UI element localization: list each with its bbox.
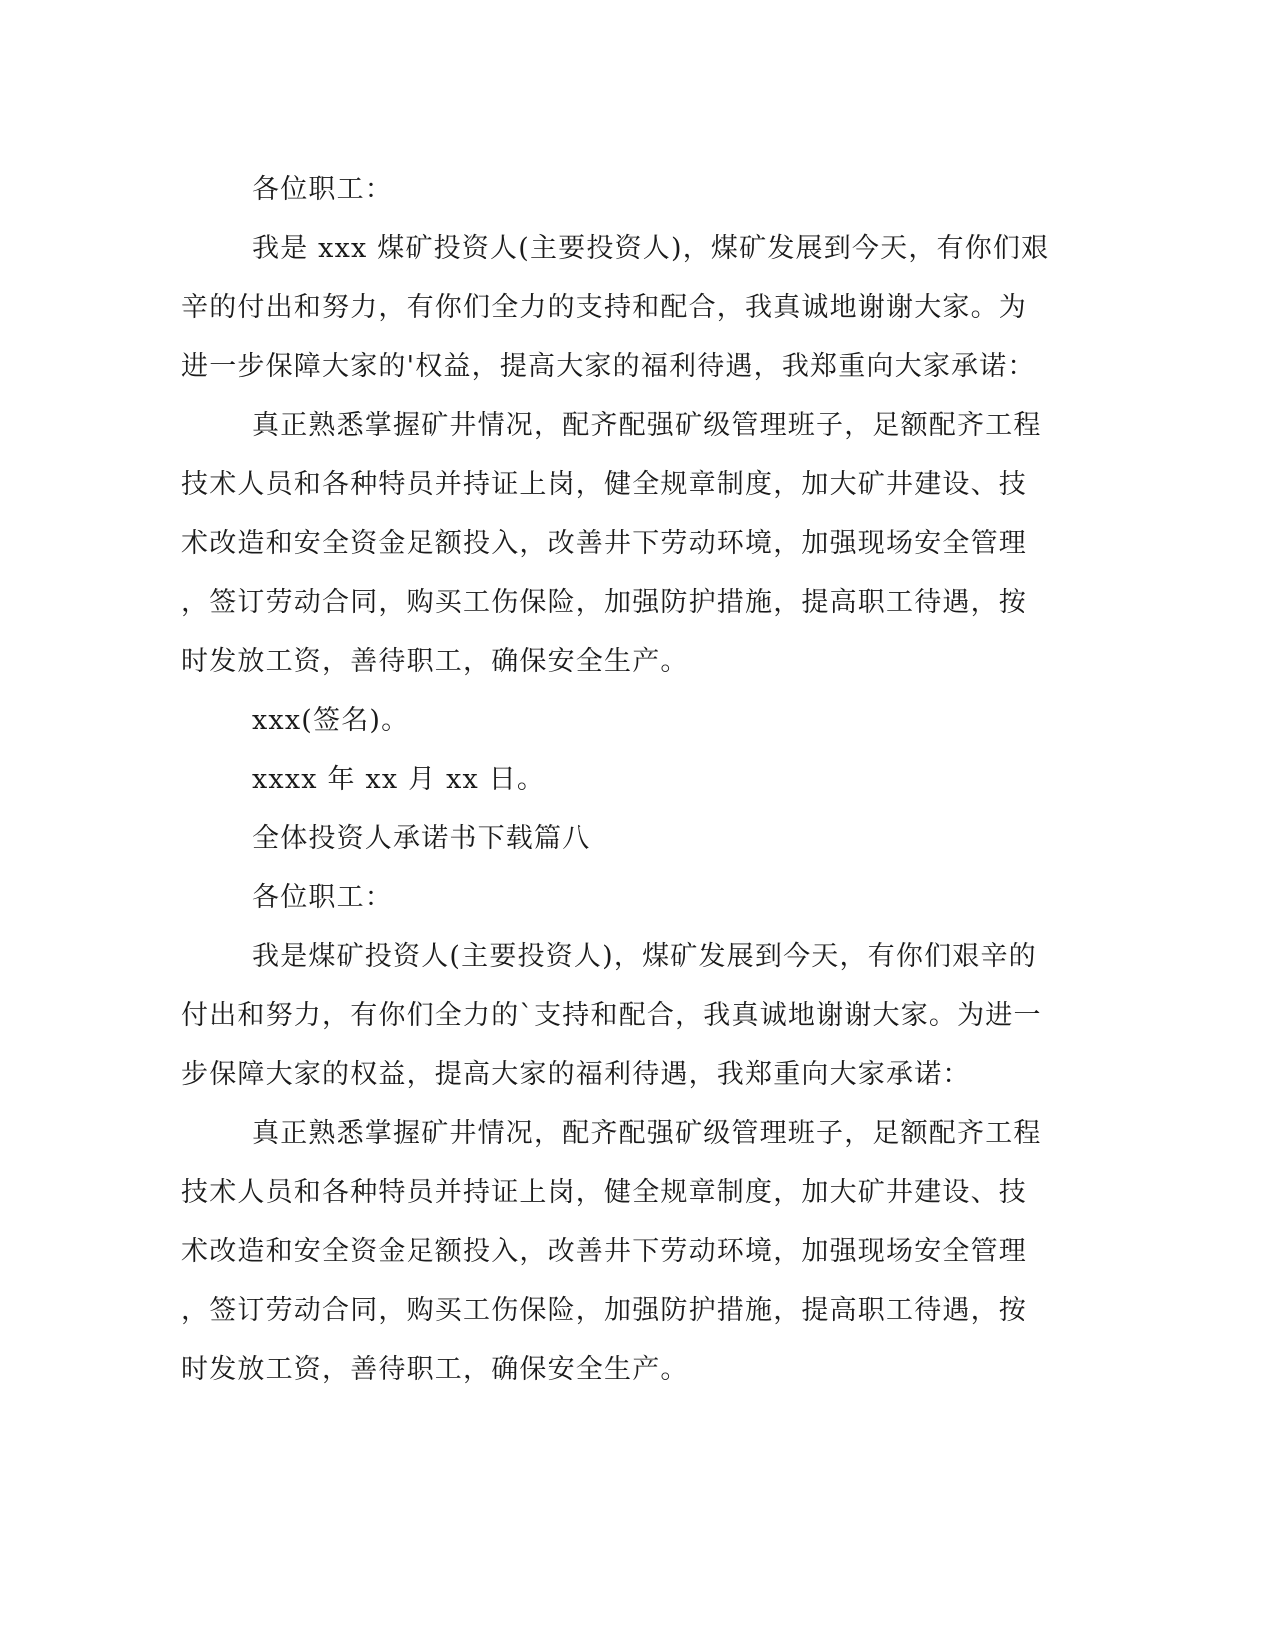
paragraph-line: ，签订劳动合同，购买工伤保险，加强防护措施，提高职工待遇，按 — [181, 1295, 1027, 1326]
salutation: 各位职工： — [252, 174, 393, 205]
paragraph-line: 技术人员和各种特员并持证上岗，健全规章制度，加大矿井建设、技 — [181, 469, 1027, 500]
paragraph-line: 辛的付出和努力，有你们全力的支持和配合，我真诚地谢谢大家。为 — [181, 292, 1027, 323]
paragraph-line: 术改造和安全资金足额投入，改善井下劳动环境，加强现场安全管理 — [181, 528, 1027, 559]
document-body — [181, 160, 1050, 1399]
paragraph-line: 我是煤矿投资人(主要投资人)，煤矿发展到今天，有你们艰辛的 — [252, 941, 1037, 972]
section-heading: 全体投资人承诺书下载篇八 — [252, 823, 591, 854]
paragraph-line: 术改造和安全资金足额投入，改善井下劳动环境，加强现场安全管理 — [181, 1236, 1027, 1267]
paragraph-line: 我是 xxx 煤矿投资人(主要投资人)，煤矿发展到今天，有你们艰 — [252, 233, 1050, 264]
salutation: 各位职工： — [252, 882, 393, 913]
paragraph-line: 真正熟悉掌握矿井情况，配齐配强矿级管理班子，足额配齐工程 — [252, 410, 1042, 441]
paragraph-line: 时发放工资，善待职工，确保安全生产。 — [181, 646, 689, 677]
signature-line: xxx(签名)。 — [252, 705, 410, 736]
paragraph-line: 步保障大家的权益，提高大家的福利待遇，我郑重向大家承诺： — [181, 1059, 971, 1090]
paragraph-line: 真正熟悉掌握矿井情况，配齐配强矿级管理班子，足额配齐工程 — [252, 1118, 1042, 1149]
paragraph-line: 时发放工资，善待职工，确保安全生产。 — [181, 1354, 689, 1385]
date-line: xxxx 年 xx 月 xx 日。 — [252, 764, 546, 795]
paragraph-line: 进一步保障大家的'权益，提高大家的福利待遇，我郑重向大家承诺： — [181, 351, 1036, 382]
paragraph-line: ，签订劳动合同，购买工伤保险，加强防护措施，提高职工待遇，按 — [181, 587, 1027, 618]
paragraph-line: 付出和努力，有你们全力的`支持和配合，我真诚地谢谢大家。为进一 — [181, 1000, 1042, 1031]
paragraph-line: 技术人员和各种特员并持证上岗，健全规章制度，加大矿井建设、技 — [181, 1177, 1027, 1208]
